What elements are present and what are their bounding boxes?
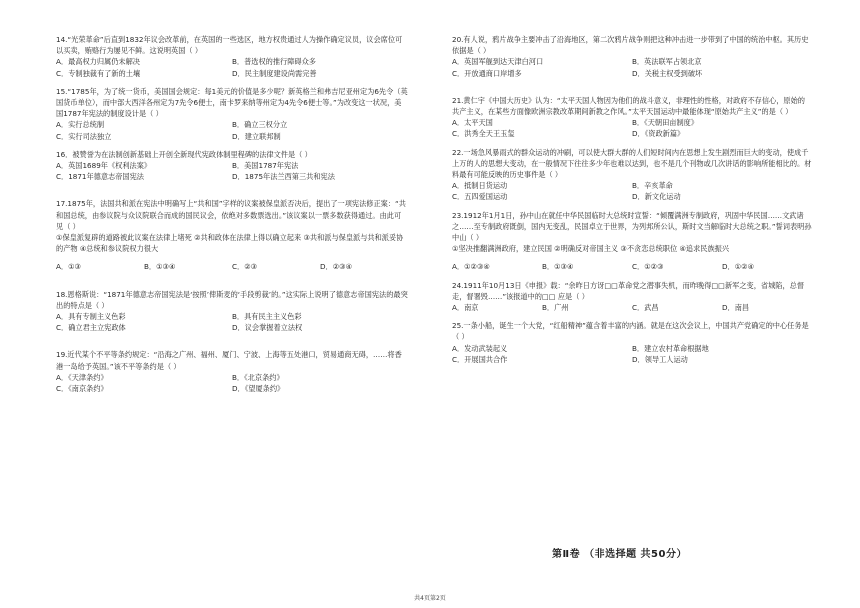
question-stem: 15.“1785年，为了统一货币，美国国会规定：每1美元的价值是多少呢？新英格兰和弗吉尼亚州定为6先令（英国货币单位），而中部大西洋各州定为7先令6便士，南卡罗来纳等州定为4先令6便士等。”为改变这一状况，美国1787年宪法的制度设计是（ ） bbox=[56, 86, 408, 119]
answer-option: D．《资政新篇》 bbox=[632, 129, 685, 139]
option-row bbox=[56, 383, 408, 394]
answer-option: B．《北京条约》 bbox=[232, 372, 284, 382]
option-row bbox=[56, 322, 408, 333]
answer-option: A．实行总统制 bbox=[56, 120, 105, 130]
option-row bbox=[452, 117, 812, 128]
answer-option: A．具有专制主义色彩 bbox=[56, 312, 126, 322]
answer-option: D．建立联邦制 bbox=[232, 131, 281, 141]
option-row bbox=[56, 160, 408, 171]
right-column bbox=[452, 34, 812, 372]
option-row bbox=[452, 128, 812, 139]
question-stem: 16．被赞誉为在法制创新基础上开创全新现代宪政体制里程碑的法律文件是（ ） bbox=[56, 149, 312, 159]
answer-option: B．普选权的推行障碍众多 bbox=[232, 57, 316, 67]
answer-option: D．①②④ bbox=[722, 262, 755, 272]
answer-option: D．南昌 bbox=[722, 303, 750, 313]
option-row bbox=[452, 191, 812, 202]
answer-option: B．《天朝田亩制度》 bbox=[632, 118, 699, 128]
question-block bbox=[452, 210, 812, 255]
answer-option: B．①③④ bbox=[542, 262, 574, 272]
answer-option: A．①②③④ bbox=[452, 262, 490, 272]
question-block bbox=[56, 289, 408, 334]
answer-option: C．开放通商口岸增多 bbox=[452, 68, 522, 78]
section-title: 第Ⅱ卷 （非选择题 共50分） bbox=[552, 549, 687, 560]
question-stem: 18.恩格斯说：“1871年德意志帝国宪法是‘按照’俾斯麦的‘手段剪裁’的。”这实际上说明了德意志帝国宪法的最突出的特点是（ ） bbox=[56, 289, 408, 310]
answer-option: D．民主制度建设尚需完善 bbox=[232, 68, 317, 78]
answer-option: D．1875年法兰西第三共和宪法 bbox=[232, 172, 335, 182]
option-row bbox=[56, 119, 408, 130]
answer-option: A．抵制日货运动 bbox=[452, 181, 508, 191]
answer-option: B．具有民主主义色彩 bbox=[232, 312, 302, 322]
option-row bbox=[452, 343, 812, 354]
question-stem: 17.1875年，法国共和派在宪法中明确写上“共和国”字样的议案被保皇派否决后，提出了一项宪法修正案：“共和国总统，由参议院与众议院联合而成的国民议会，依绝对多数票选出。”该议案以一票多数获得通过。由此可见（ ） bbox=[56, 199, 406, 231]
option-row bbox=[56, 372, 408, 383]
question-stem: 14.“光荣革命”后直到1832年议会改革前，在英国的一些选区，地方权贵通过人为操作确定议员，议会席位可以买卖，贿赂行为屡见不鲜。这说明英国（ ） bbox=[56, 35, 403, 56]
option-row bbox=[56, 68, 408, 79]
question-stem: 24.1911年10月13日《申报》载：“余昨日方讶□□革命党之潜事失机，而昨晚得□□新军之变，省城陷，总督走，督署毁……”该报道中的□□ 应是（ ） bbox=[452, 280, 805, 301]
answer-option: B．英法联军占领北京 bbox=[632, 57, 702, 67]
answer-option: C．武昌 bbox=[632, 303, 659, 313]
question-block bbox=[56, 198, 408, 254]
answer-option: D．关税主权受到破坏 bbox=[632, 68, 703, 78]
answer-option: C．《南京条约》 bbox=[56, 384, 108, 394]
answer-option: C．1871年德意志帝国宪法 bbox=[56, 172, 144, 182]
answer-option: D．议会掌握着立法权 bbox=[232, 323, 303, 333]
answer-option: B．广州 bbox=[542, 303, 569, 313]
answer-option: ①保皇派复辟的道路被此议案在法律上堵死 ②共和政体在法律上得以确立起来 ③共和派与保皇派与共和派妥协的产物 ④总统和参议院权力很大 bbox=[56, 233, 404, 254]
left-column bbox=[56, 34, 408, 401]
answer-option: D．②③④ bbox=[320, 262, 353, 272]
answer-option: B．美国1787年宪法 bbox=[232, 161, 299, 171]
answer-option: A．太平天国 bbox=[452, 118, 493, 128]
answer-option: A．①③ bbox=[56, 262, 81, 272]
answer-option: B．①③④ bbox=[144, 262, 176, 272]
answer-option: B．建立农村革命根据地 bbox=[632, 343, 709, 353]
answer-option: C．②③ bbox=[232, 262, 258, 272]
answer-option: A．南京 bbox=[452, 303, 479, 313]
option-row bbox=[56, 232, 408, 254]
option-row bbox=[452, 180, 812, 191]
answer-option: C．实行司法独立 bbox=[56, 131, 112, 141]
option-row bbox=[452, 261, 812, 272]
option-row bbox=[452, 243, 812, 254]
option-row bbox=[452, 354, 812, 365]
question-block bbox=[56, 86, 408, 142]
answer-option: C．五四爱国运动 bbox=[452, 192, 508, 202]
answer-option: ①坚决推翻满洲政府，建立民国 ②明确反对帝国主义 ③不贪恋总统职位 ④追求民族振兴 bbox=[452, 244, 730, 254]
option-row bbox=[56, 311, 408, 322]
option-row bbox=[56, 131, 408, 142]
question-block bbox=[56, 349, 408, 394]
answer-option: C．开展国共合作 bbox=[452, 354, 508, 364]
question-block bbox=[452, 34, 812, 79]
question-stem: 23.1912年1月1日，孙中山在就任中华民国临时大总统时宣誓：“倾覆满洲专制政府，巩固中华民国……文武诸之……至专制政府既倒，国内无变乱，民国卓立于世界，为列邦所公认，斯时文当解临时大总统之职。”誓词表明孙中山（ ） bbox=[452, 210, 812, 243]
question-stem: 20.有人说，鸦片战争主要冲击了沿海地区，第二次鸦片战争则把这种冲击进一步带到了中国的统治中枢。其历史依据是（ ） bbox=[452, 35, 809, 56]
option-row bbox=[56, 56, 408, 67]
question-block bbox=[56, 149, 408, 183]
option-row bbox=[452, 56, 812, 67]
answer-option: A．最高权力归属仍未解决 bbox=[56, 57, 140, 67]
answer-option: D．领导工人运动 bbox=[632, 354, 688, 364]
answer-option: C．洪秀全天王玉玺 bbox=[452, 129, 515, 139]
answer-option: A．英国1689年《权利法案》 bbox=[56, 161, 152, 171]
question-stem: 22.一场急风暴雨式的群众运动的冲刷，可以使大群大群的人们短时间内在思想上发生剧烈而巨大的变动，使成千上万的人的思想大变动，在一般情况下往往多少年也难以达到，也不是几个刊物或几次讲话的影响所能相比的。材料最有可能反映的历史事件是（ ） bbox=[452, 147, 812, 180]
answer-option: A．发动武装起义 bbox=[452, 343, 508, 353]
answer-option: D．《望厦条约》 bbox=[232, 384, 285, 394]
question-stem: 25.一条小船，诞生一个大党，“红船精神”蕴含着丰富的内涵。就是在这次会议上，中国共产党确定的中心任务是（ ） bbox=[452, 321, 809, 342]
option-row bbox=[452, 302, 812, 313]
answer-option: D．新文化运动 bbox=[632, 192, 681, 202]
page-footer: 共4页第2页 bbox=[414, 595, 446, 602]
question-block bbox=[452, 320, 812, 365]
option-row bbox=[56, 261, 408, 272]
answer-option: C．①②③ bbox=[632, 262, 664, 272]
question-block bbox=[56, 261, 408, 272]
answer-option: C．确立君主立宪政体 bbox=[56, 323, 126, 333]
answer-option: C．专制独裁有了新的土壤 bbox=[56, 68, 141, 78]
question-block bbox=[56, 34, 408, 79]
question-block bbox=[452, 280, 812, 314]
option-row bbox=[56, 171, 408, 182]
question-stem: 19.近代某个不平等条约规定：“沿海之广州、福州、厦门、宁波、上海等五处港口，贸易通商无碍，……将香港一岛给予英国。”该不平等条约是（ ） bbox=[56, 350, 402, 371]
question-block bbox=[452, 95, 812, 140]
answer-option: B．辛亥革命 bbox=[632, 181, 673, 191]
answer-option: B．确立三权分立 bbox=[232, 120, 288, 130]
question-stem: 21.黄仁宇《中国大历史》认为：“太平天国人物因为他们的战斗意义，非理性的性格，对政府不存信心，原始的共产主义，在某些方面像欧洲宗教改革期间新教之作风。”太平天国运动中最能体现“原始共产主义”的是（ ） bbox=[452, 95, 805, 117]
question-block bbox=[452, 147, 812, 203]
answer-option: A．《天津条约》 bbox=[56, 372, 108, 382]
option-row bbox=[452, 68, 812, 79]
answer-option: A．英国军舰到达天津白河口 bbox=[452, 57, 544, 67]
question-block bbox=[452, 261, 812, 272]
